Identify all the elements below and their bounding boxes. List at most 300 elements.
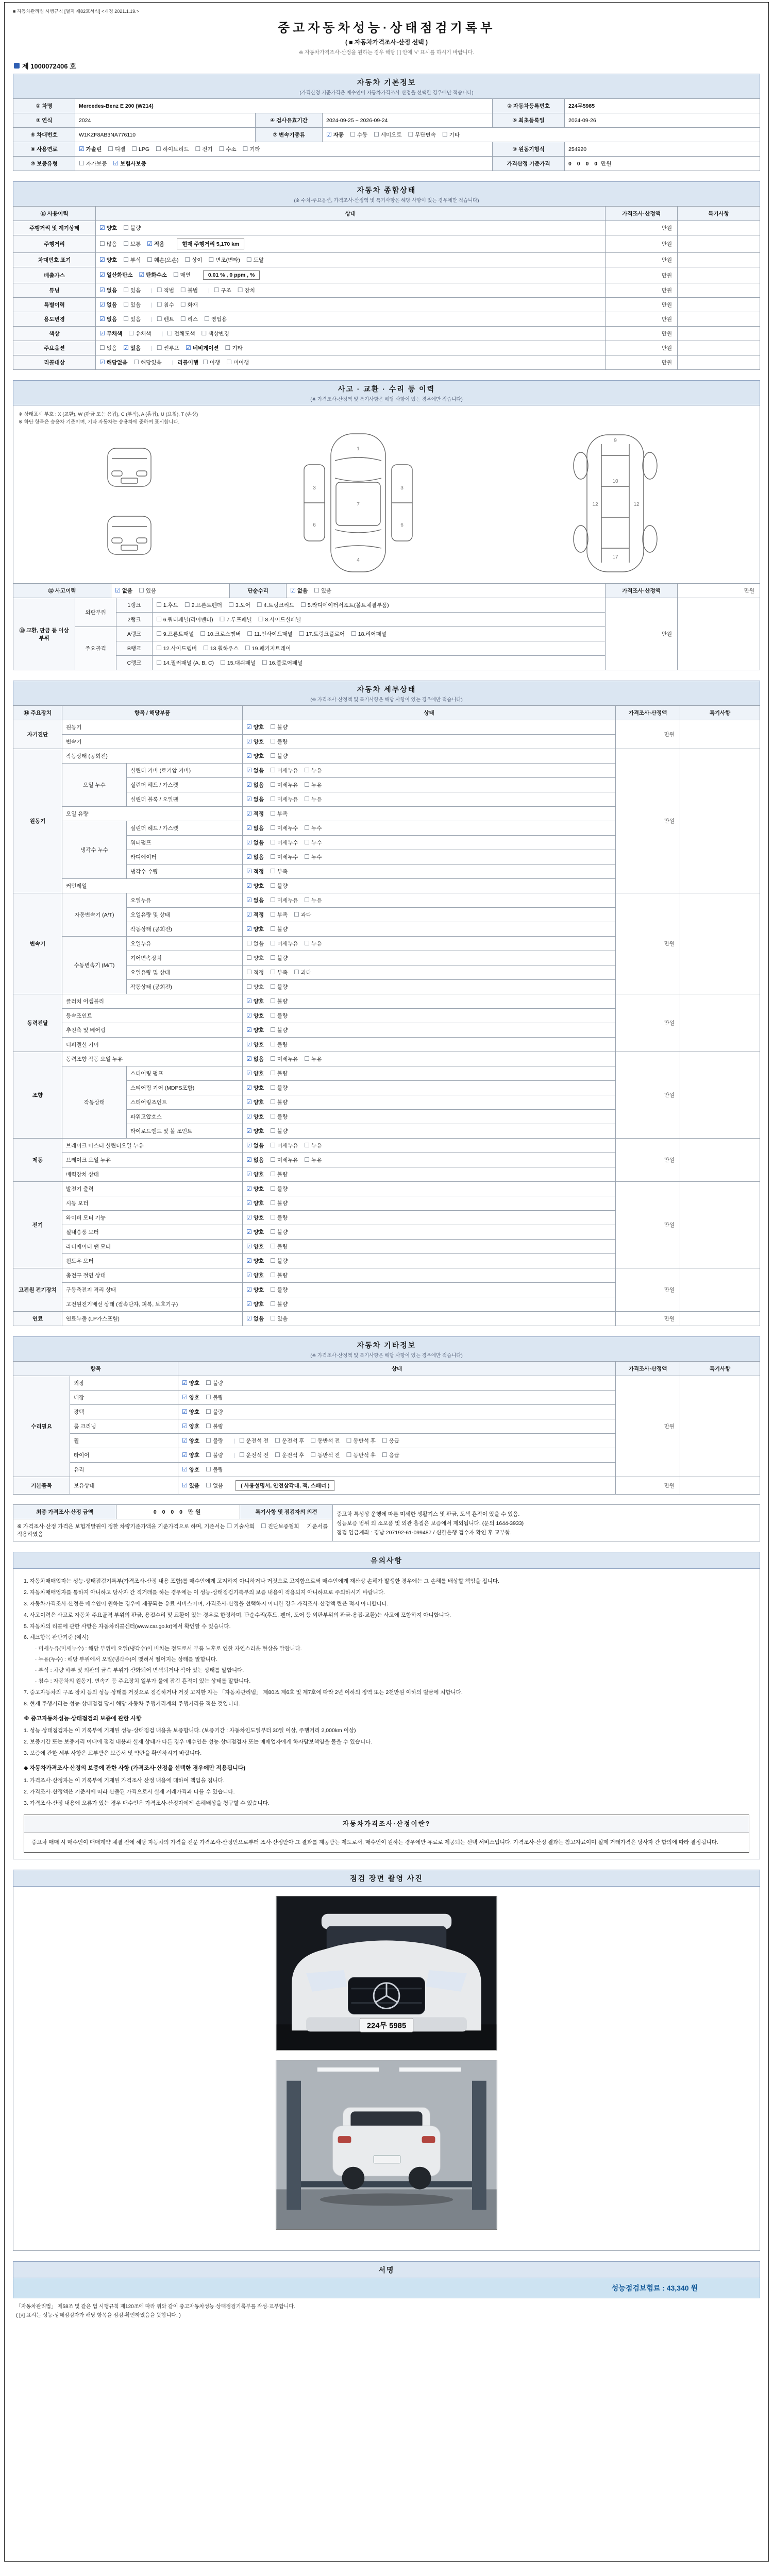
fuel-options-option[interactable]: [108, 145, 125, 153]
usage-option[interactable]: [246, 256, 264, 264]
device-option[interactable]: [246, 752, 264, 760]
usage-option[interactable]: [99, 301, 117, 309]
usage-option[interactable]: [99, 240, 117, 248]
checkbox-icon: ☐: [262, 659, 267, 666]
device-option[interactable]: [246, 1113, 264, 1121]
device-option[interactable]: [246, 795, 264, 803]
device-option[interactable]: [270, 1214, 288, 1222]
usage-option[interactable]: [157, 315, 174, 323]
device-option[interactable]: [270, 1026, 288, 1034]
device-option[interactable]: [270, 853, 298, 861]
device-item-state: [243, 1052, 616, 1066]
device-option[interactable]: [270, 1272, 288, 1279]
device-option[interactable]: [246, 824, 264, 832]
device-option[interactable]: [182, 1394, 199, 1401]
usage-option[interactable]: [203, 359, 220, 366]
device-option[interactable]: [304, 795, 322, 803]
device-option[interactable]: [270, 767, 298, 774]
checkbox-icon: ☑: [123, 344, 129, 351]
usage-option[interactable]: [99, 315, 117, 323]
device-option[interactable]: [246, 810, 264, 818]
usage-option[interactable]: [225, 344, 243, 352]
device-option[interactable]: [246, 853, 264, 861]
device-item-label: 오일유량 및 상태: [127, 908, 243, 922]
device-option[interactable]: [270, 969, 288, 976]
device-option[interactable]: [246, 1055, 264, 1063]
panel-option[interactable]: [203, 645, 239, 652]
option-label: 운전석 전: [246, 1452, 269, 1459]
panel-rank-options: [153, 656, 606, 670]
usage-option[interactable]: [133, 359, 161, 366]
checkbox-icon: ☐: [270, 896, 276, 904]
usage-option[interactable]: [123, 224, 141, 232]
simple-repair-options-option[interactable]: [290, 587, 308, 595]
panel-option[interactable]: [247, 630, 292, 638]
device-item-state: [243, 1038, 616, 1052]
group-separator: |: [151, 316, 153, 323]
usage-option[interactable]: [226, 359, 249, 366]
transmission-options-option[interactable]: [374, 131, 401, 139]
usage-option[interactable]: [157, 286, 174, 294]
device-item-label: 워터펌프: [127, 836, 243, 850]
usage-option[interactable]: [184, 256, 202, 264]
usage-option[interactable]: [99, 330, 122, 337]
checkbox-icon: ☐: [374, 131, 379, 138]
device-option[interactable]: [246, 1156, 264, 1164]
usage-item-label: 주행거리 및 계기상태: [13, 221, 96, 235]
usage-option[interactable]: [173, 271, 191, 279]
device-option[interactable]: [246, 1286, 264, 1294]
device-option[interactable]: [270, 983, 288, 991]
engine-value: 254920: [565, 142, 760, 157]
checkbox-icon: ☑: [246, 810, 252, 817]
device-option[interactable]: [270, 1257, 288, 1265]
device-option[interactable]: [206, 1482, 223, 1489]
fuel-options-option[interactable]: [156, 145, 189, 153]
panel-option[interactable]: [262, 659, 303, 667]
panel-option[interactable]: [156, 616, 213, 623]
panel-option[interactable]: [156, 659, 214, 667]
checkbox-icon: ☐: [133, 359, 140, 366]
device-option[interactable]: [304, 940, 322, 947]
device-option[interactable]: [246, 925, 264, 933]
device-option[interactable]: [304, 767, 322, 774]
device-option[interactable]: [246, 997, 264, 1005]
panel-option[interactable]: [200, 630, 241, 638]
usage-option[interactable]: [201, 330, 229, 337]
usage-option[interactable]: [167, 330, 195, 337]
reg-no-value: 224무5985: [565, 99, 760, 113]
usage-option[interactable]: [128, 330, 151, 337]
device-option[interactable]: [270, 911, 288, 919]
panel-option[interactable]: [184, 601, 222, 609]
device-option[interactable]: [182, 1379, 199, 1387]
usage-option[interactable]: [147, 240, 164, 248]
option-label: 부족: [277, 811, 288, 817]
device-option[interactable]: [246, 1257, 264, 1265]
basis-options-option[interactable]: [261, 1522, 299, 1530]
device-option[interactable]: [246, 738, 264, 745]
panel-option[interactable]: [257, 601, 294, 609]
device-option[interactable]: [246, 1070, 264, 1077]
device-option[interactable]: [304, 781, 322, 789]
svg-text:3: 3: [400, 485, 404, 491]
checkbox-icon: ☐: [270, 911, 276, 918]
option-label: 14.필러패널 (A, B, C): [163, 660, 214, 666]
device-option[interactable]: [270, 925, 288, 933]
device-row: [13, 1376, 760, 1391]
option-label: 양호: [106, 225, 117, 231]
device-option[interactable]: [206, 1422, 223, 1430]
detail-section: [13, 681, 760, 1326]
usage-option[interactable]: [123, 301, 141, 309]
device-option[interactable]: [270, 752, 288, 760]
device-option[interactable]: [182, 1408, 199, 1416]
checkbox-icon: ☐: [123, 301, 129, 308]
usage-option[interactable]: [123, 315, 141, 323]
statement-line-1: 「자동차관리법」 제58조 및 같은 법 시행규칙 제120조에 따라 위와 같이 중고자동차성능·상태점검기록부를 작성·교부합니다.: [16, 2304, 295, 2310]
device-option[interactable]: [270, 1199, 288, 1207]
device-option[interactable]: [270, 1098, 288, 1106]
device-option[interactable]: [270, 1055, 298, 1063]
device-option[interactable]: [270, 824, 298, 832]
device-option[interactable]: [246, 1300, 264, 1308]
device-option[interactable]: [270, 896, 298, 904]
device-option[interactable]: [182, 1437, 199, 1445]
inspection-value: 2024-09-25 ~ 2026-09-24: [323, 113, 493, 128]
device-option[interactable]: [270, 810, 288, 818]
usage-item-state: [96, 267, 606, 283]
device-option[interactable]: [246, 983, 264, 991]
device-option[interactable]: [270, 940, 298, 947]
checkbox-icon: ☑: [246, 1286, 252, 1293]
device-option[interactable]: [304, 1156, 322, 1164]
usage-option[interactable]: [99, 344, 117, 352]
note-cell: [680, 994, 760, 1052]
usage-item-state: [96, 327, 606, 341]
checkbox-icon: ☐: [270, 1171, 276, 1178]
option-label: 응급: [389, 1438, 399, 1444]
device-option[interactable]: [270, 723, 288, 731]
device-option[interactable]: [246, 1171, 264, 1178]
checkbox-icon: ☑: [246, 767, 252, 774]
checkbox-icon: ☐: [206, 1394, 211, 1401]
device-option[interactable]: [382, 1451, 399, 1459]
checkbox-icon: ☐: [99, 344, 105, 351]
basis-options-option[interactable]: [227, 1522, 255, 1530]
device-option[interactable]: [182, 1422, 199, 1430]
device-option[interactable]: [270, 1127, 288, 1135]
option-label: 누유: [311, 1056, 322, 1062]
panel-option[interactable]: [156, 630, 194, 638]
usage-option[interactable]: [123, 256, 141, 264]
fuel-options-option[interactable]: [79, 145, 102, 153]
option-label: 없음: [253, 840, 264, 846]
device-item-state: [243, 951, 616, 965]
device-option[interactable]: [206, 1437, 223, 1445]
usage-option[interactable]: [99, 286, 117, 294]
device-option[interactable]: [304, 896, 322, 904]
device-item-label: 브레이크 오일 누유: [62, 1153, 243, 1167]
device-item-state: [243, 735, 616, 749]
device-item-state: [243, 821, 616, 836]
checkbox-icon: ☐: [270, 1214, 276, 1221]
usage-option[interactable]: [99, 359, 127, 366]
accident-history-table: [13, 583, 760, 598]
device-option[interactable]: [270, 1315, 288, 1323]
device-option[interactable]: [206, 1394, 223, 1401]
usage-option[interactable]: [139, 271, 166, 279]
checkbox-icon: ☐: [304, 795, 310, 803]
fuel-options-option[interactable]: [219, 145, 237, 153]
device-option[interactable]: [270, 954, 288, 962]
list-item-text: 3. 가격조사·산정 내용에 오류가 있는 경우 매수인은 가격조사·산정자에게 손해배상을 청구할 수 있습니다.: [24, 1800, 270, 1806]
option-label: 불량: [277, 1301, 288, 1308]
device-option[interactable]: [270, 997, 288, 1005]
device-option[interactable]: [246, 1041, 264, 1048]
usage-option[interactable]: [180, 315, 198, 323]
device-option[interactable]: [270, 839, 298, 846]
device-option[interactable]: [246, 1243, 264, 1250]
device-option[interactable]: [246, 781, 264, 789]
device-option[interactable]: [304, 1142, 322, 1149]
svg-text:10: 10: [612, 479, 618, 484]
device-option[interactable]: [246, 896, 264, 904]
checkbox-icon: ☐: [156, 315, 162, 323]
device-option[interactable]: [270, 1084, 288, 1092]
usage-option[interactable]: [209, 256, 240, 264]
device-option[interactable]: [246, 940, 264, 947]
device-option[interactable]: [206, 1408, 223, 1416]
option-label: 양호: [253, 1027, 264, 1033]
col-price: 가격조사·산정액: [616, 1362, 680, 1376]
device-option[interactable]: [246, 839, 264, 846]
price-cell: 만원: [606, 312, 678, 327]
device-option[interactable]: [346, 1451, 376, 1459]
panel-option[interactable]: [156, 645, 197, 652]
usage-option[interactable]: [157, 344, 179, 352]
device-option[interactable]: [246, 1142, 264, 1149]
option-label: 누유: [311, 768, 322, 774]
checkbox-icon: ☐: [220, 659, 226, 666]
device-option[interactable]: [239, 1451, 268, 1459]
accident-history-options-option[interactable]: [139, 587, 156, 595]
device-option[interactable]: [246, 723, 264, 731]
usage-option[interactable]: [99, 256, 117, 264]
price-notice-items: [24, 1776, 749, 1808]
usage-option[interactable]: [123, 344, 141, 352]
usage-option[interactable]: [180, 301, 198, 309]
device-option[interactable]: [270, 1113, 288, 1121]
group-prefix-label: 리콜이행: [177, 360, 198, 366]
device-option[interactable]: [270, 882, 288, 890]
device-option[interactable]: [246, 1228, 264, 1236]
device-item-state: [243, 749, 616, 764]
device-option[interactable]: [275, 1437, 304, 1445]
device-option[interactable]: [246, 1098, 264, 1106]
accident-history-options-option[interactable]: [115, 587, 132, 595]
device-option[interactable]: [270, 1243, 288, 1250]
device-option[interactable]: [270, 1300, 288, 1308]
device-option[interactable]: [304, 824, 322, 832]
option-label: 무채색: [106, 331, 123, 337]
option-label: 있음: [130, 302, 141, 308]
insurance-fee-amount: 43,340 원: [666, 2284, 698, 2293]
checkbox-icon: ☐: [351, 630, 357, 637]
option-label: 적정: [253, 912, 264, 918]
usage-option[interactable]: [157, 301, 174, 309]
device-item-state: [243, 1139, 616, 1153]
device-option[interactable]: [246, 969, 264, 976]
device-option[interactable]: [270, 1012, 288, 1020]
device-option[interactable]: [346, 1437, 376, 1445]
final-price-label: 최종 가격조사·산정 금액: [13, 1505, 116, 1519]
simple-repair-options-option[interactable]: [314, 587, 331, 595]
device-item-label: 외장: [70, 1376, 178, 1391]
usage-option[interactable]: [123, 240, 141, 248]
usage-option[interactable]: [99, 271, 132, 279]
usage-option[interactable]: [214, 286, 231, 294]
device-option[interactable]: [270, 781, 298, 789]
list-item-text: 1. 가격조사·산정자는 이 기록부에 기재된 가격조사·산정 내용에 대하여 책임을 집니다.: [24, 1777, 225, 1784]
usage-option[interactable]: [147, 256, 178, 264]
transmission-options-option[interactable]: [350, 131, 367, 139]
device-option[interactable]: [246, 1214, 264, 1222]
device-option[interactable]: [246, 1272, 264, 1279]
checkbox-icon: ☑: [182, 1408, 188, 1415]
device-option[interactable]: [246, 1199, 264, 1207]
price-cell: 만원: [616, 1376, 680, 1477]
device-option[interactable]: [246, 911, 264, 919]
device-option[interactable]: [270, 1171, 288, 1178]
device-option[interactable]: [270, 1142, 298, 1149]
transmission-options-option[interactable]: [408, 131, 435, 139]
panel-option[interactable]: [228, 601, 250, 609]
list-item-text: 3. 자동차가격조사·산정은 매수인이 원하는 경우에 제공되는 유료 서비스이며, 가격조사·산정을 선택하지 아니한 경우 가격조사·산정액 란은 적지 아니합니다.: [24, 1600, 389, 1607]
device-option[interactable]: [304, 1055, 322, 1063]
device-option[interactable]: [294, 969, 311, 976]
checkbox-icon: ☑: [326, 131, 332, 138]
device-option[interactable]: [270, 1185, 288, 1193]
device-option[interactable]: [246, 1127, 264, 1135]
device-option[interactable]: [182, 1451, 199, 1459]
warranty-options-option[interactable]: [79, 160, 107, 167]
device-option[interactable]: [182, 1482, 199, 1489]
fuel-options-option[interactable]: [131, 145, 149, 152]
option-label: 없음: [253, 1316, 264, 1322]
device-option[interactable]: [246, 1084, 264, 1092]
device-option[interactable]: [239, 1437, 268, 1445]
checkbox-icon: ☑: [99, 359, 105, 366]
device-row: [13, 1139, 760, 1153]
list-item-text: 7. 중고자동차의 구조·장치 등의 성능·상태를 거짓으로 점검하거나 거짓 고지한 자는 「자동차관리법」 제80조 제6호 및 제7호에 따라 2년 이하의 징역 또는 2천만원 이하의 벌금에 처합니다.: [24, 1689, 463, 1696]
option-label: 없음: [297, 588, 308, 594]
detail-title: 자동차 세부상태 (※ 가격조사·산정액 및 특기사항은 해당 사항이 있는 경우에만 적습니다): [13, 681, 760, 706]
device-option[interactable]: [270, 1041, 288, 1048]
photos-wrap: [13, 1887, 760, 2251]
device-option[interactable]: [246, 767, 264, 774]
panel-option[interactable]: [351, 630, 386, 638]
option-label: 화재: [187, 302, 198, 308]
checkbox-icon: ☐: [270, 1041, 276, 1048]
usage-item-state: [96, 298, 606, 312]
panel-option[interactable]: [245, 645, 291, 652]
checkbox-icon: ☑: [246, 882, 252, 889]
device-option[interactable]: [246, 954, 264, 962]
device-option[interactable]: [382, 1437, 399, 1445]
option-label: 불량: [277, 1042, 288, 1048]
fuel-options-option[interactable]: [195, 145, 213, 153]
option-label: 수동: [357, 132, 368, 138]
device-option[interactable]: [246, 882, 264, 890]
device-option[interactable]: [310, 1451, 340, 1459]
svg-text:4: 4: [357, 557, 360, 563]
usage-option[interactable]: [238, 286, 255, 294]
device-option[interactable]: [182, 1466, 199, 1473]
usage-option[interactable]: [123, 286, 141, 294]
warranty-options-option[interactable]: [113, 160, 146, 167]
usage-option[interactable]: [186, 344, 219, 352]
checkbox-icon: ☑: [113, 160, 119, 167]
option-label: 3.도어: [235, 602, 250, 608]
device-option[interactable]: [246, 1026, 264, 1034]
option-label: 누수: [311, 840, 322, 846]
usage-option[interactable]: [99, 224, 117, 232]
device-option[interactable]: [246, 1185, 264, 1193]
transmission-options-option[interactable]: [326, 131, 344, 139]
device-option[interactable]: [304, 853, 322, 861]
checkbox-icon: ☐: [442, 131, 448, 138]
device-option[interactable]: [206, 1451, 223, 1459]
usage-option[interactable]: [204, 315, 227, 323]
col-price: 가격조사·산정액: [606, 207, 678, 221]
device-option[interactable]: [206, 1466, 223, 1473]
device-option[interactable]: [270, 1286, 288, 1294]
device-item-state: [243, 980, 616, 994]
panel-option[interactable]: [220, 659, 256, 667]
panel-option[interactable]: [299, 630, 345, 638]
device-option[interactable]: [270, 738, 288, 745]
device-option[interactable]: [246, 1315, 264, 1323]
transmission-options-option[interactable]: [442, 131, 460, 139]
device-option[interactable]: [270, 1228, 288, 1236]
car-name-label: ① 차명: [13, 99, 75, 113]
device-option[interactable]: [246, 1012, 264, 1020]
usage-option[interactable]: [180, 286, 198, 294]
device-option[interactable]: [304, 839, 322, 846]
device-item-label: 디퍼렌셜 기어: [62, 1038, 243, 1052]
device-option[interactable]: [270, 1156, 298, 1164]
device-option[interactable]: [270, 868, 288, 875]
device-option[interactable]: [206, 1379, 223, 1387]
panel-option[interactable]: [300, 601, 389, 609]
option-label: 양호: [189, 1409, 200, 1415]
panel-option[interactable]: [258, 616, 301, 623]
option-label: 누유: [311, 782, 322, 788]
list-item-text: 3. 보증에 관한 세부 사항은 교부받은 보증서 및 약관을 확인하시기 바랍니다.: [24, 1750, 202, 1757]
device-option[interactable]: [270, 795, 298, 803]
device-option[interactable]: [310, 1437, 340, 1445]
checkbox-icon: ☐: [156, 601, 162, 608]
device-option[interactable]: [275, 1451, 304, 1459]
device-option[interactable]: [270, 1070, 288, 1077]
price-cell: 만원: [616, 893, 680, 994]
panel-option[interactable]: [220, 616, 252, 623]
panel-option[interactable]: [156, 601, 178, 609]
device-option[interactable]: [294, 911, 311, 919]
fuel-options-option[interactable]: [243, 145, 260, 153]
device-option[interactable]: [246, 868, 264, 875]
